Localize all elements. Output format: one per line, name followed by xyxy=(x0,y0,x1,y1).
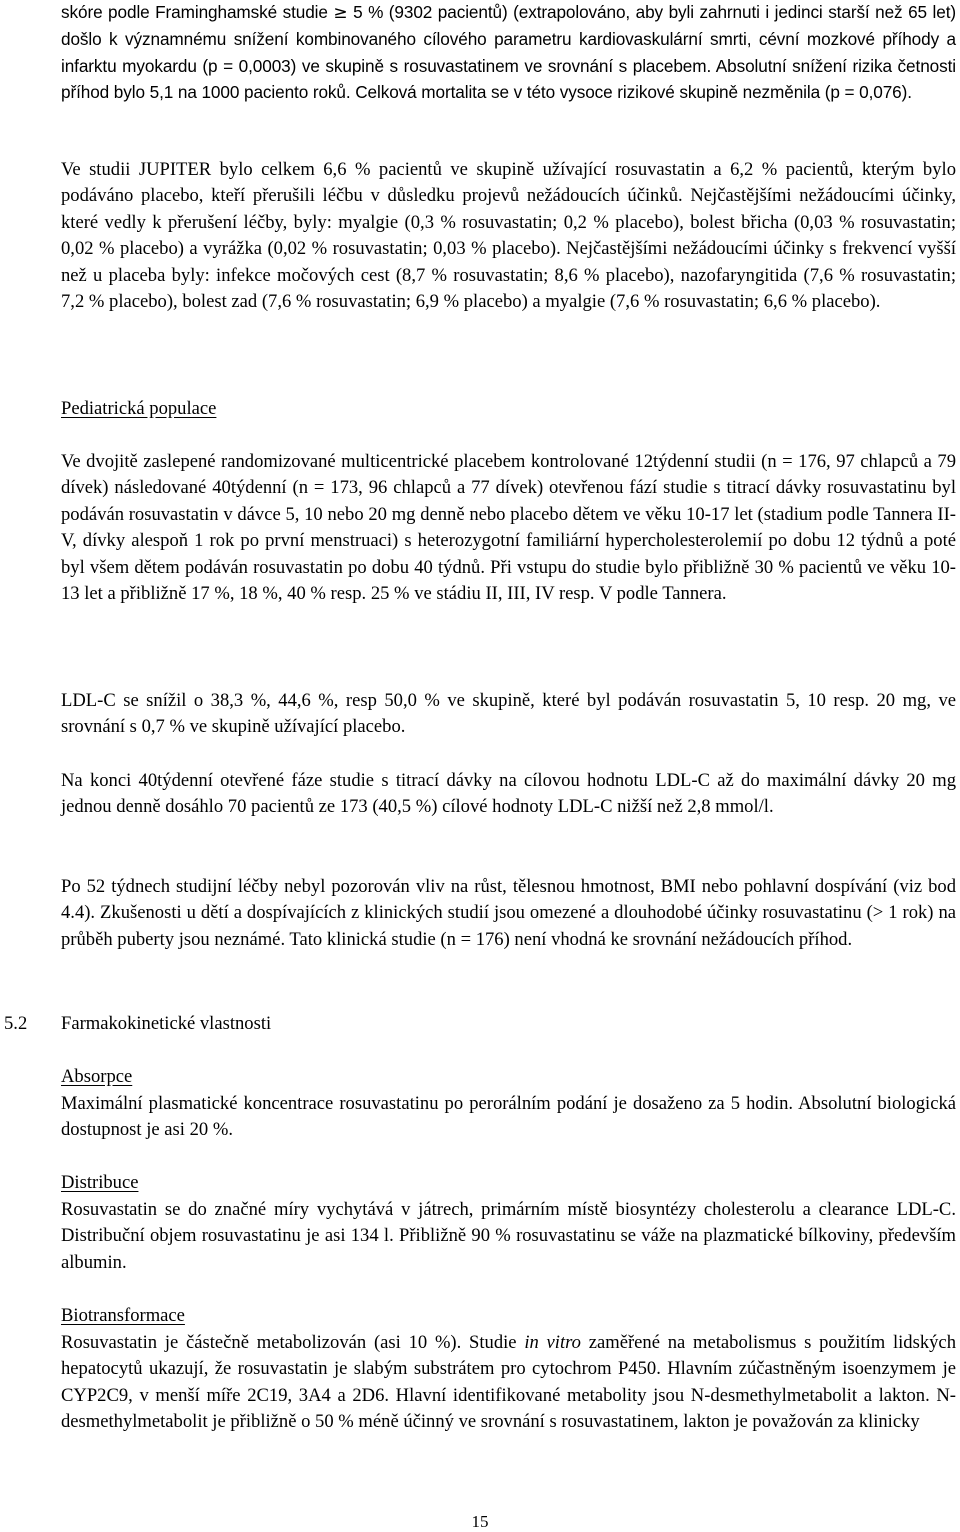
pediatric-paragraph-3: Na konci 40týdenní otevřené fáze studie s titrací dávky na cílovou hodnotu LDL-C až do maximální dávky 20 mg jednou denně dosáhlo 70 pacientů ze 173 (40,5 %) cílové hodnoty LDL-C nižší než 2,8 mmol/l. xyxy=(61,770,956,818)
distribution-paragraph: Rosuvastatin se do značné míry vychytává v játrech, primárním místě biosyntézy cholesterolu a clearance LDL-C. Distribuční objem rosuvastatinu je asi 134 l. Přibližně 90 % rosuvastatinu se váže na plazmatické bílkoviny, především albumin. xyxy=(61,1199,956,1273)
pediatric-paragraph-4: Po 52 týdnech studijní léčby nebyl pozorován vliv na růst, tělesnou hmotnost, BMI nebo pohlavní dospívání (viz bod 4.4). Zkušenosti u dětí a dospívajících z klinických studií jsou omezené a dlouhodobé účinky rosuvastatinu (> 1 rok) na průběh puberty jsou neznámé. Tato klinická studie (n = 176) není vhodná ke srovnání nežádoucích příhod. xyxy=(61,876,956,950)
distribution-heading: Distribuce xyxy=(61,1172,139,1193)
jupiter-paragraph: Ve studii JUPITER bylo celkem 6,6 % pacientů ve skupině užívající rosuvastatin a 6,2 % pacientů, kterým bylo podáváno placebo, kteří přerušili léčbu v důsledku projevů nežádoucích účinků. Nejčastějšími nežádoucími účinky, které vedly k přerušení léčby, byly: myalgie (0,3 % rosuvastatin; 0,2 % placebo), bolest břicha (0,03 % rosuvastatin; 0,02 % placebo) a vyrážka (0,02 % rosuvastatin; 0,03 % placebo). Nejčastějšími nežádoucími účinky s frekvencí vyšší než u placeba byly: infekce močových cest (8,7 % rosuvastatin; 8,6 % placebo), nazofaryngitida (7,6 % rosuvastatin; 7,2 % placebo), bolest zad (7,6 % rosuvastatin; 6,9 % placebo) a myalgie (7,6 % rosuvastatin; 6,6 % placebo). xyxy=(61,159,956,313)
biotransformation-heading: Biotransformace xyxy=(61,1305,185,1326)
absorption-paragraph: Maximální plasmatické koncentrace rosuvastatinu po perorálním podání je dosaženo za 5 hodin. Absolutní biologická dostupnost je asi 20 %. xyxy=(61,1093,956,1141)
absorption-heading: Absorpce xyxy=(61,1066,133,1087)
page-number: 15 xyxy=(471,1512,489,1531)
in-vitro-italic: in vitro xyxy=(524,1332,581,1353)
section-number: 5.2 xyxy=(4,1013,28,1034)
pediatric-heading: Pediatrická populace xyxy=(61,398,217,419)
section-title: Farmakokinetické vlastnosti xyxy=(61,1013,272,1034)
pediatric-paragraph-1: Ve dvojitě zaslepené randomizované multicentrické placebem kontrolované 12týdenní studii (n = 176, 97 chlapců a 79 dívek) následované 40týdenní (n = 173, 96 chlapců a 77 dívek) otevřenou fází studie s titrací dávky rosuvastatinu byl podáván rosuvastatin v dávce 5, 10 nebo 20 mg denně nebo placebo dětem ve věku 10-17 let (stadium podle Tannera II-V, dívky alespoň 1 rok po první menstruaci) s heterozygotní familiární hypercholesterolemií po dobu 12 týdnů a poté byl všem dětem podáván rosuvastatin po dobu 40 týdnů. Při vstupu do studie bylo přibližně 30 % pacientů ve věku 10-13 let a přibližně 17 %, 18 %, 40 % resp. 25 % ve stádiu II, III, IV resp. V podle Tannera. xyxy=(61,451,956,605)
pediatric-paragraph-2: LDL-C se snížil o 38,3 %, 44,6 %, resp 50,0 % ve skupině, které byl podáván rosuvastatin 5, 10 resp. 20 mg, ve srovnání s 0,7 % ve skupině užívající placebo. xyxy=(61,690,956,738)
framingham-paragraph: skóre podle Framinghamské studie ≥ 5 % (9302 pacientů) (extrapolováno, aby byli zahrnuti i jedinci starší než 65 let) došlo k významnému snížení kombinovaného cílového parametru kardiovaskulární smrti, cévní mozkové příhody a infarktu myokardu (p = 0,0003) ve skupině s rosuvastatinem ve srovnání s placebem. Absolutní snížení rizika četnosti příhod bylo 5,1 na 1000 paciento roků. Celková mortalita se v této vysoce rizikové skupině nezměnila (p = 0,076). xyxy=(61,2,957,103)
biotransformation-paragraph: Rosuvastatin je částečně metabolizován (asi 10 %). Studie in vitro zaměřené na metabolismus s použitím lidských hepatocytů ukazují, že rosuvastatin je slabým substrátem pro cytochrom P450. Hlavním zúčastněným isoenzymem je CYP2C9, v menší míře 2C19, 3A4 a 2D6. Hlavní identifikované metabolity jsou N-desmethylmetabolit a lakton. N-desmethylmetabolit je přibližně o 50 % méně účinný ve srovnání s rosuvastatinem, lakton je považován za klinicky xyxy=(61,1332,956,1433)
greater-equal-symbol: ≥ xyxy=(333,3,348,23)
